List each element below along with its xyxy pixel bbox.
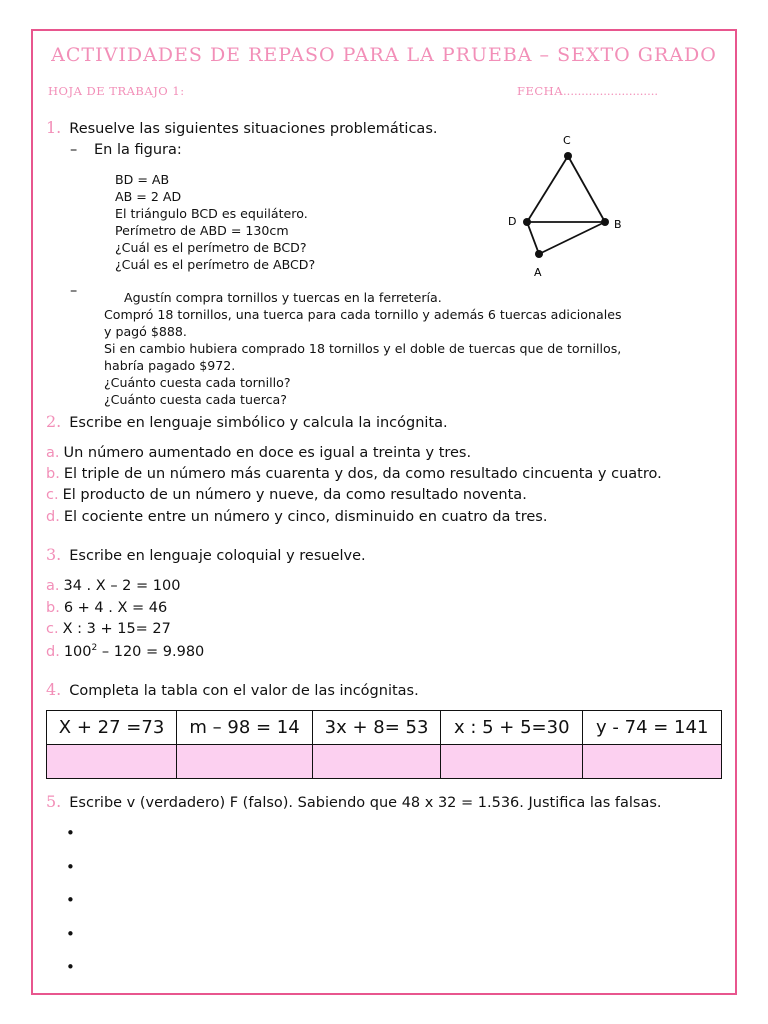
- condition-line: Perímetro de ABD = 130cm: [115, 223, 289, 238]
- item-letter: a.: [46, 445, 60, 461]
- s3-item-d: [46, 643, 204, 660]
- bullet-item: •: [66, 891, 75, 909]
- problem-line: habría pagado $972.: [104, 358, 236, 373]
- bullet-item: •: [66, 925, 75, 943]
- section-1-number: 1.: [46, 118, 62, 137]
- problem-body: [104, 306, 622, 408]
- equations-table: [46, 710, 722, 779]
- condition-line: El triángulo BCD es equilátero.: [115, 206, 308, 221]
- section-2-number: 2.: [46, 412, 62, 431]
- section-4-number: 4.: [46, 680, 62, 699]
- section-3-text: Escribe en lenguaje coloquial y resuelve.: [69, 548, 366, 564]
- item-letter: d.: [46, 509, 60, 525]
- section-3-number: 3.: [46, 545, 62, 564]
- s2-item-d: [46, 509, 547, 525]
- problem-line: Compró 18 tornillos, una tuerca para cada tornillo y además 6 tuercas adicionales: [104, 307, 622, 322]
- s2-item-b: [46, 466, 662, 482]
- answer-cell[interactable]: [313, 745, 441, 779]
- section-5-number: 5.: [46, 792, 62, 811]
- equation-cell: y - 74 = 141: [583, 711, 722, 745]
- segment-ab: [539, 222, 605, 254]
- item-text: El cociente entre un número y cinco, disminuido en cuatro da tres.: [63, 509, 548, 525]
- item-base: 100: [63, 643, 92, 660]
- s2-item-a: [46, 445, 471, 461]
- question-line: ¿Cuál es el perímetro de ABCD?: [115, 257, 316, 272]
- date-dots: ..........................: [563, 84, 659, 98]
- s3-item-a: [46, 578, 180, 594]
- section-4-text: Completa la tabla con el valor de las incógnitas.: [69, 683, 419, 699]
- vertex-c: [564, 152, 572, 160]
- page-title: ACTIVIDADES DE REPASO PARA LA PRUEBA – SEXTO GRADO: [51, 44, 717, 66]
- item-letter: a.: [46, 578, 60, 594]
- item-letter: b.: [46, 600, 60, 616]
- equations-row: [47, 711, 722, 745]
- sub2-dash: –: [70, 283, 78, 299]
- section-2-heading: [46, 412, 448, 431]
- vertex-a: [535, 250, 543, 258]
- sub1-dash: –: [70, 142, 78, 158]
- item-rest: – 120 = 9.980: [97, 643, 205, 660]
- bullet-item: •: [66, 858, 75, 876]
- worksheet-label: HOJA DE TRABAJO 1:: [48, 84, 185, 98]
- segment-cb: [568, 156, 605, 222]
- item-text: Un número aumentado en doce es igual a treinta y tres.: [63, 445, 472, 461]
- s3-item-b: [46, 600, 167, 616]
- item-letter: d.: [46, 643, 60, 660]
- section-5-heading: [46, 792, 662, 811]
- bullet-item: •: [66, 824, 75, 842]
- answer-cell[interactable]: [441, 745, 583, 779]
- vertex-b: [601, 218, 609, 226]
- label-c: C: [563, 134, 571, 147]
- answer-cell[interactable]: [47, 745, 177, 779]
- figure-conditions: [115, 171, 315, 273]
- problem-question: ¿Cuánto cuesta cada tornillo?: [104, 375, 291, 390]
- equation-cell: X + 27 =73: [47, 711, 177, 745]
- problem-line: y pagó $888.: [104, 324, 187, 339]
- item-text: El producto de un número y nueve, da como resultado noventa.: [62, 487, 527, 503]
- s2-item-c: [46, 487, 527, 503]
- section-3-heading: [46, 545, 366, 564]
- date-label: FECHA: [517, 84, 564, 98]
- section-5-text: Escribe v (verdadero) F (falso). Sabiendo que 48 x 32 = 1.536. Justifica las falsas.: [69, 795, 662, 811]
- problem-question: ¿Cuánto cuesta cada tuerca?: [104, 392, 287, 407]
- problem-intro: Agustín compra tornillos y tuercas en la ferretería.: [124, 290, 442, 305]
- item-text: X : 3 + 15= 27: [62, 621, 171, 637]
- section-1-heading: [46, 118, 438, 137]
- item-text: 34 . X – 2 = 100: [63, 578, 181, 594]
- item-letter: c.: [46, 621, 59, 637]
- equation-cell: 3x + 8= 53: [313, 711, 441, 745]
- problem-line: Si en cambio hubiera comprado 18 tornillos y el doble de tuercas que de tornillos,: [104, 341, 622, 356]
- answer-cell[interactable]: [177, 745, 313, 779]
- condition-line: BD = AB: [115, 172, 170, 187]
- label-a: A: [534, 266, 542, 279]
- item-letter: b.: [46, 466, 60, 482]
- item-text: El triple de un número más cuarenta y dos, da como resultado cincuenta y cuatro.: [63, 466, 662, 482]
- triangle-figure: [495, 130, 635, 290]
- item-text: 6 + 4 . X = 46: [63, 600, 168, 616]
- item-letter: c.: [46, 487, 59, 503]
- section-2-text: Escribe en lenguaje simbólico y calcula la incógnita.: [69, 415, 448, 431]
- condition-line: AB = 2 AD: [115, 189, 182, 204]
- date-field: [517, 84, 658, 98]
- answers-row: [47, 745, 722, 779]
- s3-item-c: [46, 621, 171, 637]
- sub1-heading: En la figura:: [94, 142, 182, 158]
- equation-cell: x : 5 + 5=30: [441, 711, 583, 745]
- answer-cell[interactable]: [583, 745, 722, 779]
- label-b: B: [614, 218, 622, 231]
- equation-cell: m – 98 = 14: [177, 711, 313, 745]
- item-exponent: 2: [91, 643, 98, 653]
- section-1-text: Resuelve las siguientes situaciones problemáticas.: [69, 121, 438, 137]
- segment-da: [527, 222, 539, 254]
- question-line: ¿Cuál es el perímetro de BCD?: [115, 240, 307, 255]
- section-4-heading: [46, 680, 419, 699]
- label-d: D: [508, 215, 517, 228]
- segment-cd: [527, 156, 568, 222]
- vertex-d: [523, 218, 531, 226]
- bullet-item: •: [66, 958, 75, 976]
